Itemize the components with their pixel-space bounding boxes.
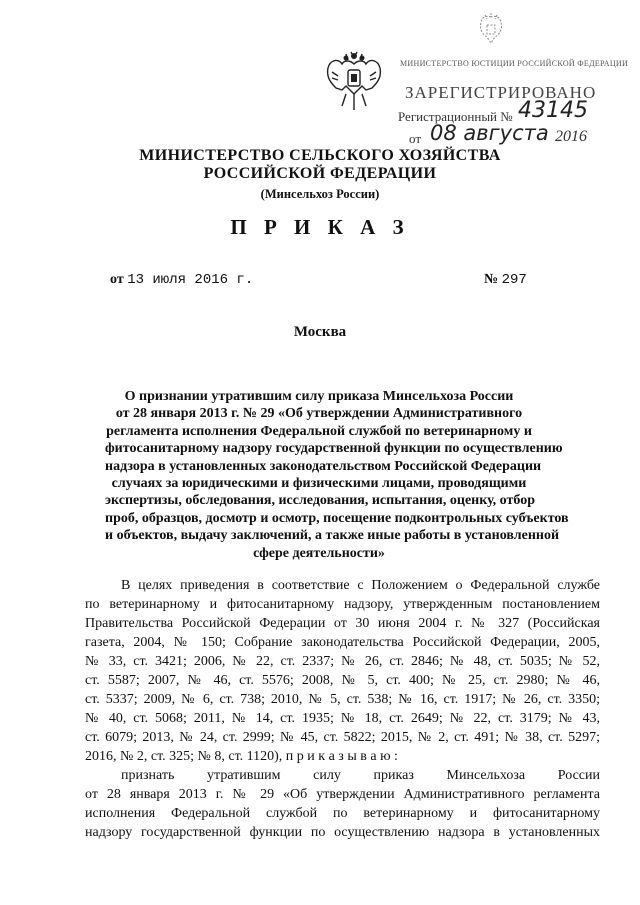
body-line: ст. 5337; 2009, № 6, ст. 738; 2010, № 5, ст. 538; № 16, ст. 1917; № 26, ст. 3350; xyxy=(85,692,600,707)
date-value: 13 июля 2016 г. xyxy=(127,272,254,288)
title-line: надзора в установленных законодательством Российской Федерации xyxy=(105,458,542,474)
stamp-reg-date: 08 августа xyxy=(430,121,549,145)
title-line: регламента исполнения Федеральной службой по ветеринарному и xyxy=(106,423,532,439)
body-line: ст. 6079; 2013, № 24, ст. 2999; № 45, ст. 5822; 2015, № 2, ст. 491; № 38, ст. 5297; xyxy=(85,730,600,745)
body-line: В целях приведения в соответствие с Положением о Федеральной службе xyxy=(121,578,600,593)
title-line: сфере деятельности» xyxy=(253,545,385,561)
order-number xyxy=(484,272,527,288)
header-short-name: (Минсельхоз России) xyxy=(260,187,380,201)
title-line: и объектов, выдачу заключений, а также иные работы в установленной xyxy=(105,528,560,544)
registration-stamp xyxy=(395,3,629,151)
body-line: 2016, № 2, ст. 325; № 8, ст. 1120), п р и к а з ы в а ю : xyxy=(85,749,398,764)
body-line: газета, 2004, № 150; Собрание законодательства Российской Федерации, 2005, xyxy=(85,635,600,650)
order-date xyxy=(110,272,253,288)
body-line: надзору государственной функции по осуществлению надзора в установленных xyxy=(85,825,600,840)
body-line: № 33, ст. 3421; 2006, № 22, ст. 2337; № 26, ст. 2846; № 48, ст. 5035; № 52, xyxy=(85,654,600,669)
header-ministry: МИНИСТЕРСТВО СЕЛЬСКОГО ХОЗЯЙСТВА xyxy=(139,147,501,164)
order-title xyxy=(105,388,569,562)
number-value: 297 xyxy=(501,272,527,288)
title-line: случаях за юридическими и физическими лицами, проводящими xyxy=(111,476,527,492)
stamp-reg-label: Регистрационный № xyxy=(398,109,513,124)
title-line: фитосанитарному надзору государственной функции по осуществлению xyxy=(105,441,563,457)
body-line: признать утратившим силу приказ Минсельхоза России xyxy=(121,768,600,783)
seal-icon xyxy=(475,13,507,49)
body-line: от 28 января 2013 г. № 29 «Об утверждении Административного регламента xyxy=(85,787,600,802)
stamp-registered: ЗАРЕГИСТРИРОВАНО xyxy=(405,83,597,102)
header-country: РОССИЙСКОЙ ФЕДЕРАЦИИ xyxy=(203,165,437,182)
city: Москва xyxy=(293,324,347,340)
title-line: экспертизы, обследования, исследования, испытания, оценку, отбор xyxy=(105,493,535,509)
title-line: проб, образцов, досмотр и осмотр, посещение подконтрольных субъектов xyxy=(105,510,569,526)
body-line: исполнения Федеральной службой по ветеринарному и фитосанитарному xyxy=(85,806,600,821)
title-line: О признании утратившим силу приказа Минсельхоза России xyxy=(124,389,514,404)
stamp-from-label: от xyxy=(409,131,422,146)
date-label: от xyxy=(110,272,124,287)
coat-of-arms-icon xyxy=(324,50,384,116)
number-label: № xyxy=(484,272,499,287)
body-line: по ветеринарному и фитосанитарному надзору, утвержденным постановлением xyxy=(85,597,600,612)
body-line: ст. 5587; 2007, № 46, ст. 5576; 2008, № 5, ст. 400; № 25, ст. 2980; № 46, xyxy=(85,673,600,688)
body-line: Правительства Российской Федерации от 30 июня 2004 г. № 327 (Российская xyxy=(85,616,600,631)
order-body xyxy=(85,576,600,842)
stamp-ministry: МИНИСТЕРСТВО ЮСТИЦИИ РОССИЙСКОЙ ФЕДЕРАЦИИ xyxy=(400,59,629,68)
stamp-reg-number: 43145 xyxy=(518,98,588,123)
stamp-reg-year: 2016 xyxy=(555,128,587,145)
title-line: от 28 января 2013 г. № 29 «Об утверждении Административного xyxy=(115,406,523,422)
body-line: № 40, ст. 5068; 2011, № 14, ст. 1935; № 18, ст. 2649; № 22, ст. 3179; № 43, xyxy=(85,711,600,726)
doc-type: П Р И К А З xyxy=(230,215,410,239)
